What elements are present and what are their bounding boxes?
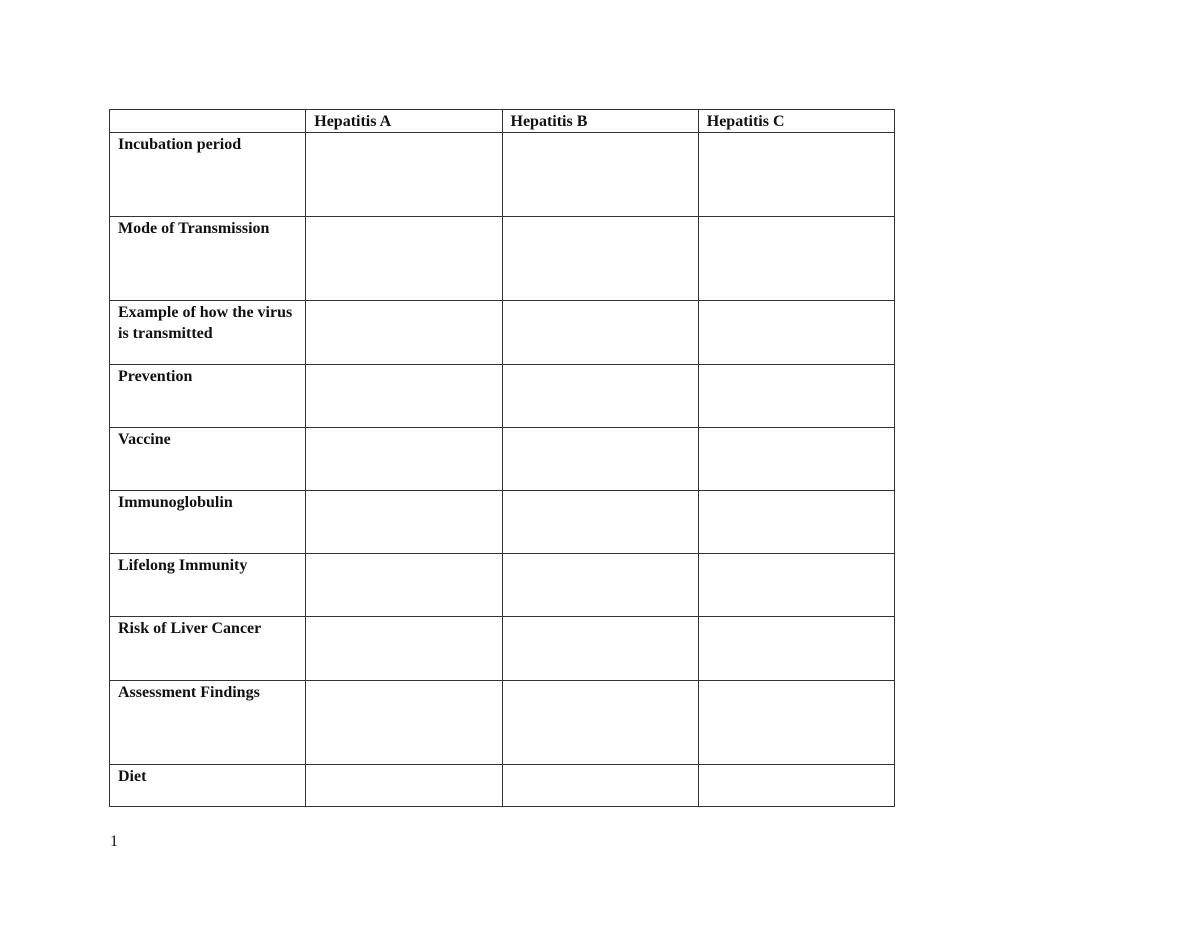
table-cell <box>502 617 698 681</box>
row-label-cell <box>110 428 306 491</box>
page-number: 1 <box>110 833 118 850</box>
row-label-cell <box>110 133 306 217</box>
row-label-cell <box>110 617 306 681</box>
table-cell <box>698 617 894 681</box>
table-cell <box>306 554 502 617</box>
table-row-incubation-period <box>110 133 895 217</box>
table-cell <box>698 554 894 617</box>
table-cell <box>502 133 698 217</box>
table-row-assessment-findings <box>110 681 895 765</box>
table-cell <box>306 428 502 491</box>
table-row-immunoglobulin <box>110 491 895 554</box>
table-cell <box>306 133 502 217</box>
table-cell <box>502 681 698 765</box>
row-label: Prevention <box>118 368 193 385</box>
table-cell <box>698 681 894 765</box>
table-cell <box>698 217 894 301</box>
table-cell <box>698 301 894 365</box>
header-cell-hepatitis-b <box>502 110 698 133</box>
row-label-cell <box>110 554 306 617</box>
row-label: Lifelong Immunity <box>118 557 248 574</box>
table-cell <box>698 133 894 217</box>
table-cell <box>698 365 894 428</box>
row-label-cell <box>110 365 306 428</box>
row-label-cell <box>110 301 306 365</box>
table-cell <box>306 491 502 554</box>
table-cell <box>306 765 502 807</box>
row-label: Example of how the virus is transmitted <box>118 304 293 342</box>
row-label: Risk of Liver Cancer <box>118 620 262 637</box>
table-cell <box>698 491 894 554</box>
table-cell <box>502 765 698 807</box>
row-label-cell <box>110 217 306 301</box>
row-label: Incubation period <box>118 136 242 153</box>
table-cell <box>306 301 502 365</box>
table-row-example-transmission <box>110 301 895 365</box>
table-cell <box>502 217 698 301</box>
row-label-cell <box>110 681 306 765</box>
row-label-cell <box>110 491 306 554</box>
row-label: Diet <box>118 768 147 785</box>
header-cell-hepatitis-a <box>306 110 502 133</box>
table-cell <box>698 765 894 807</box>
table-cell <box>306 365 502 428</box>
table-header-row <box>110 110 895 133</box>
table-row-lifelong-immunity <box>110 554 895 617</box>
row-label: Mode of Transmission <box>118 220 270 237</box>
table-row-mode-of-transmission <box>110 217 895 301</box>
header-label-hepatitis-b: Hepatitis B <box>510 113 588 130</box>
table-cell <box>698 428 894 491</box>
table-cell <box>502 428 698 491</box>
table-cell <box>306 617 502 681</box>
header-label-hepatitis-c: Hepatitis C <box>706 113 785 130</box>
row-label: Vaccine <box>118 431 171 448</box>
row-label: Immunoglobulin <box>118 494 233 511</box>
header-label-hepatitis-a: Hepatitis A <box>314 113 392 130</box>
table-cell <box>502 491 698 554</box>
header-cell-hepatitis-c <box>698 110 894 133</box>
table-row-diet <box>110 765 895 807</box>
table-cell <box>306 217 502 301</box>
table-cell <box>502 554 698 617</box>
table-row-vaccine <box>110 428 895 491</box>
hepatitis-comparison-table <box>109 109 895 807</box>
table-row-prevention <box>110 365 895 428</box>
table-cell <box>306 681 502 765</box>
row-label: Assessment Findings <box>118 684 260 701</box>
row-label-cell <box>110 765 306 807</box>
table-row-risk-of-liver-cancer <box>110 617 895 681</box>
header-cell-empty <box>110 110 306 133</box>
table-cell <box>502 301 698 365</box>
table-cell <box>502 365 698 428</box>
